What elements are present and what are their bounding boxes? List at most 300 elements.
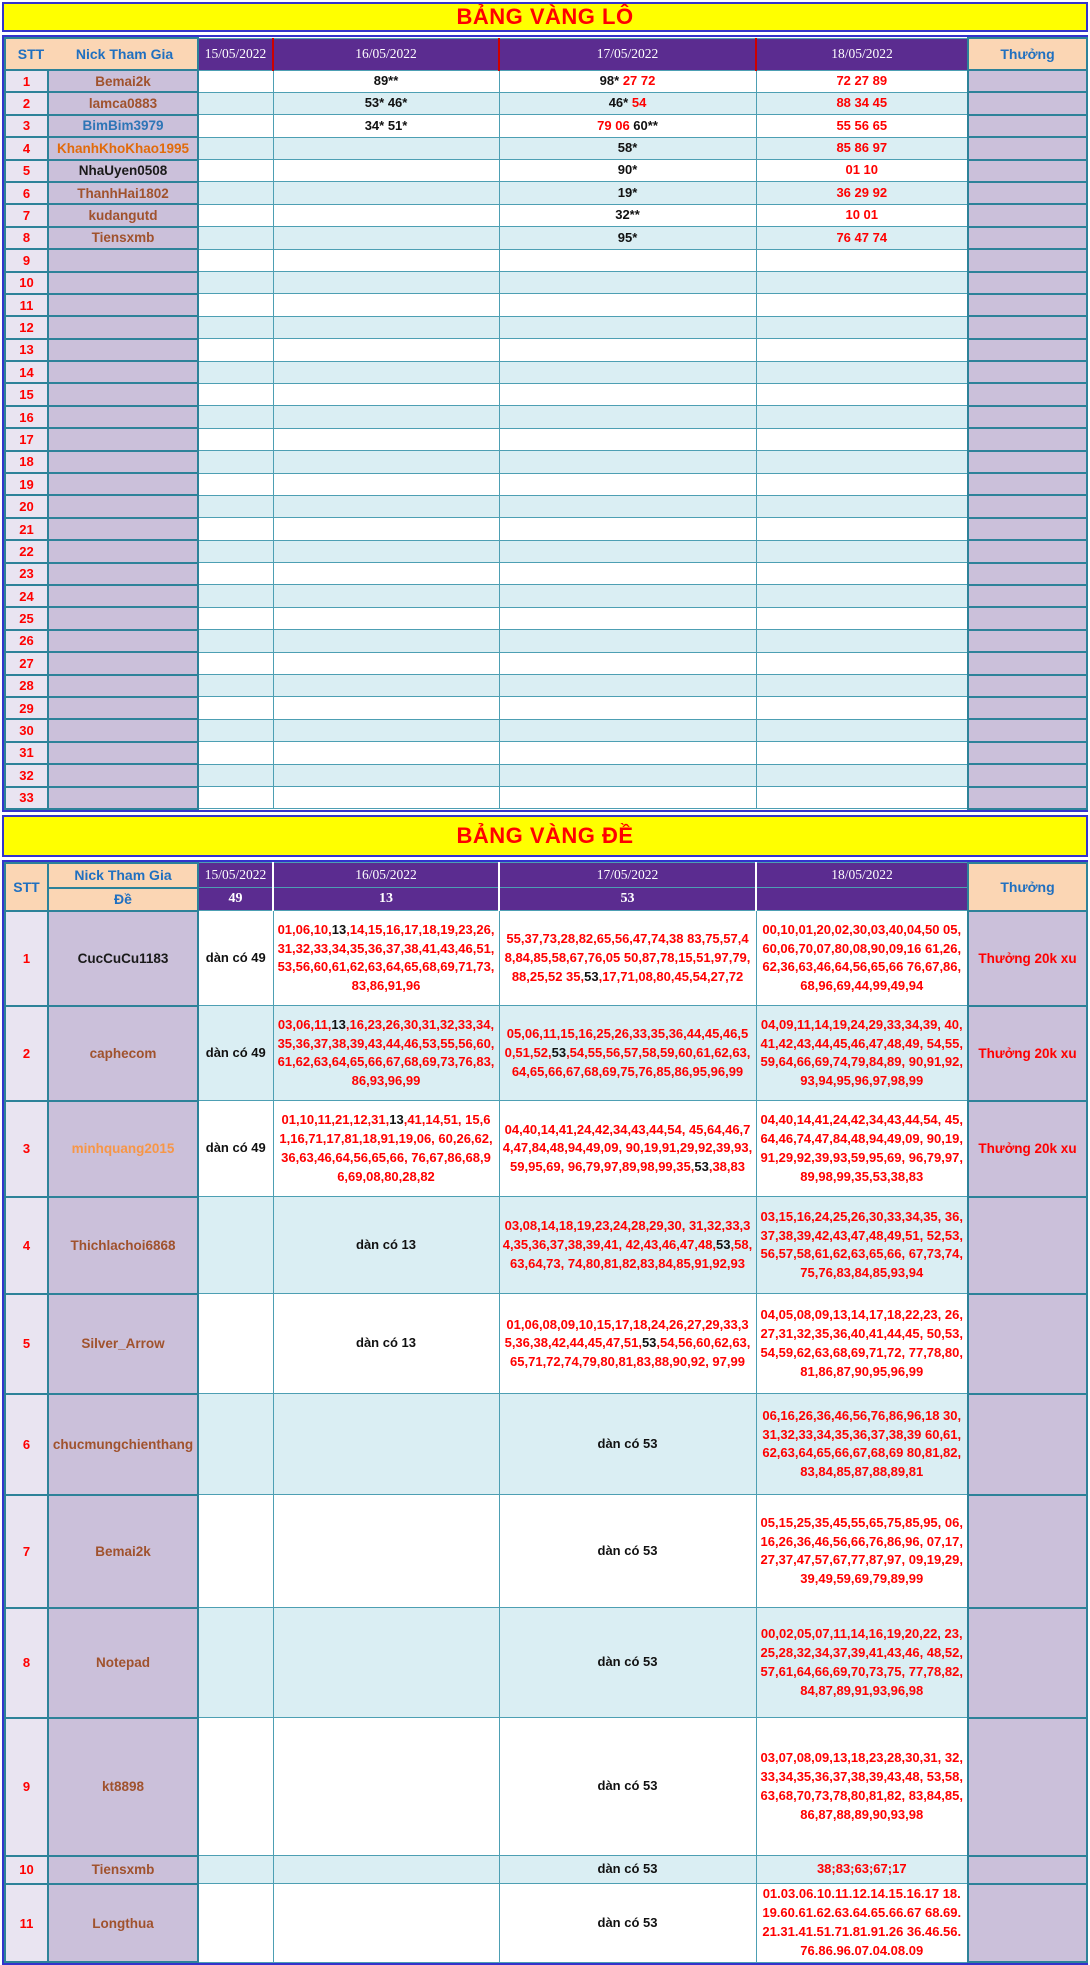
date-cell-15 — [198, 540, 273, 562]
lo-header-stt: STT — [17, 46, 45, 62]
number-run: 01 10 — [845, 162, 879, 178]
number-run: 55 56 65 — [836, 117, 888, 133]
date-cell-15 — [198, 787, 273, 809]
table-row — [5, 764, 1087, 786]
date-cell-17 — [499, 652, 756, 674]
number-run: 01.03.06.10.11.12.14.15.16.17 18.19.60.61.62.63.64.65.66.67 68.69.21.31.41.51.71.81.91.26 36.46.56.76.86.96.07.04.08.09 — [762, 1886, 962, 1958]
table-row — [5, 339, 1087, 361]
date-cell-18 — [756, 272, 968, 294]
date-cell-17 — [499, 272, 756, 294]
table-row — [5, 1718, 1087, 1856]
stt-cell: 2 — [5, 92, 48, 114]
stt-cell: 6 — [5, 1394, 48, 1495]
number-run: 06,16,26,36,46,56,76,86,96,18 30,31,32,33,34,35,36,37,38,39 60,61,62,63,64,65,66,67,68,69 80,81,82,83,84,85,87,88,89,81 — [762, 1407, 962, 1480]
lo-header-date-15: 15/05/2022 — [198, 38, 273, 70]
date-cell-18 — [756, 339, 968, 361]
stt-cell: 3 — [5, 115, 48, 137]
de-header-row-dates — [5, 863, 1087, 888]
de-header-date-17: 17/05/2022 — [499, 863, 756, 888]
date-cell-18 — [756, 1884, 968, 1962]
table-row — [5, 473, 1087, 495]
nick-cell — [48, 294, 198, 316]
stt-cell: 9 — [5, 1718, 48, 1856]
date-cell-15 — [198, 451, 273, 473]
number-run: ,54,56,60,62,63,65,71,72,74,79,80,81,83,88,90,92, 97,99 — [510, 1335, 751, 1370]
nick-cell — [48, 339, 198, 361]
date-cell-17: dàn có 53 — [499, 1394, 756, 1495]
date-cell-17 — [499, 911, 756, 1006]
date-cell-18 — [756, 787, 968, 809]
date-cell-17 — [499, 1197, 756, 1294]
reward-cell — [968, 607, 1087, 629]
date-cell-17: 90* — [499, 160, 756, 182]
reward-cell — [968, 1294, 1087, 1394]
date-cell-18 — [756, 1608, 968, 1718]
date-cell-15: dàn có 49 — [198, 1006, 273, 1101]
de-header-row-results — [5, 888, 1087, 911]
hit-number: 53 — [641, 1335, 657, 1351]
reward-cell — [968, 182, 1087, 204]
table-row — [5, 1394, 1087, 1495]
nick-cell: Silver_Arrow — [48, 1294, 198, 1394]
date-cell-17 — [499, 1006, 756, 1101]
number-run: 04,40,14,41,24,42,34,43,44,54, 45,64,46,74,47,84,48,94,49,09, 90,19,91,29,92,39,93,59,95,69, 96,79,97,89,98,99,35,53,38,83 — [760, 1112, 963, 1184]
stt-cell: 20 — [5, 495, 48, 517]
reward-cell — [968, 339, 1087, 361]
date-cell-16: dàn có 13 — [273, 1197, 499, 1294]
nick-cell — [48, 518, 198, 540]
date-cell-18 — [756, 540, 968, 562]
date-cell-18 — [756, 115, 968, 137]
de-result-15: 49 — [198, 888, 273, 911]
date-cell-17: 32** — [499, 204, 756, 226]
date-cell-16 — [273, 361, 499, 383]
date-cell-17: 58* — [499, 137, 756, 159]
nick-cell — [48, 451, 198, 473]
reward-cell — [968, 563, 1087, 585]
de-header-de-label: Đề — [48, 888, 198, 911]
date-cell-17 — [499, 115, 756, 137]
date-cell-18 — [756, 697, 968, 719]
stt-cell: 10 — [5, 272, 48, 294]
date-cell-16 — [273, 428, 499, 450]
number-run: 04,09,11,14,19,24,29,33,34,39, 40,41,42,43,44,45,46,47,48,49, 54,55,59,64,66,69,74,79,84,89, 90,91,92,93,94,95,96,97,98,99 — [760, 1016, 963, 1089]
bang-vang-lo-title: BẢNG VÀNG LÔ — [2, 2, 1088, 32]
hit-number: 13 — [331, 1016, 346, 1032]
date-cell-18 — [756, 495, 968, 517]
stt-cell: 3 — [5, 1101, 48, 1197]
date-cell-16 — [273, 764, 499, 786]
date-cell-15 — [198, 1608, 273, 1718]
date-cell-16 — [273, 1884, 499, 1962]
stt-cell: 27 — [5, 652, 48, 674]
stt-cell: 5 — [5, 1294, 48, 1394]
date-cell-15 — [198, 742, 273, 764]
date-cell-18 — [756, 585, 968, 607]
number-run: 01,06,08,09,10,15,17,18,24,26,27,29,33,35,36,38,42,44,45,47,51, — [504, 1316, 749, 1351]
date-cell-16 — [273, 719, 499, 741]
date-cell-18 — [756, 92, 968, 114]
date-cell-15 — [198, 495, 273, 517]
number-run: 05,06,11,15,16,25,26,33,35,36,44,45,46,50,51,52, — [504, 1026, 749, 1060]
date-cell-18 — [756, 1101, 968, 1197]
lo-table-body — [5, 70, 1087, 809]
nick-cell: CucCuCu1183 — [48, 911, 198, 1006]
date-cell-17 — [499, 406, 756, 428]
number-run: 76 47 74 — [836, 229, 888, 245]
date-cell-16 — [273, 160, 499, 182]
date-cell-17: dàn có 53 — [499, 1495, 756, 1608]
reward-cell — [968, 316, 1087, 338]
date-cell-17: dàn có 53 — [499, 1884, 756, 1962]
nick-cell: lamca0883 — [48, 92, 198, 114]
date-cell-18 — [756, 204, 968, 226]
date-cell-16 — [273, 383, 499, 405]
date-cell-18 — [756, 227, 968, 249]
nick-cell — [48, 428, 198, 450]
number-run: 79 06 — [597, 117, 634, 133]
date-cell-18 — [756, 294, 968, 316]
reward-cell — [968, 1884, 1087, 1962]
nick-cell — [48, 249, 198, 271]
hit-number: 53 — [716, 1236, 731, 1252]
date-cell-16 — [273, 182, 499, 204]
reward-cell — [968, 204, 1087, 226]
date-cell-18 — [756, 630, 968, 652]
reward-cell — [968, 675, 1087, 697]
date-cell-17 — [499, 92, 756, 114]
de-header-date-16: 16/05/2022 — [273, 863, 499, 888]
table-row — [5, 585, 1087, 607]
table-row — [5, 428, 1087, 450]
date-cell-16 — [273, 339, 499, 361]
reward-cell: Thưởng 20k xu — [968, 911, 1087, 1006]
date-cell-17 — [499, 764, 756, 786]
reward-cell — [968, 451, 1087, 473]
date-cell-15 — [198, 652, 273, 674]
date-cell-18 — [756, 451, 968, 473]
date-cell-16 — [273, 272, 499, 294]
reward-cell — [968, 1495, 1087, 1608]
nick-cell — [48, 787, 198, 809]
reward-cell — [968, 742, 1087, 764]
date-cell-16 — [273, 495, 499, 517]
number-run: ,17,71,08,80,45,54,27,72 — [598, 968, 744, 984]
stt-cell: 1 — [5, 911, 48, 1006]
date-cell-15 — [198, 339, 273, 361]
stt-cell: 10 — [5, 1856, 48, 1884]
date-cell-17 — [499, 518, 756, 540]
date-cell-18 — [756, 607, 968, 629]
de-header-date-18: 18/05/2022 — [756, 863, 968, 888]
number-run: 27 72 — [622, 72, 656, 88]
nick-cell — [48, 764, 198, 786]
date-cell-17 — [499, 540, 756, 562]
hit-number: 46* — [608, 95, 632, 111]
stt-cell: 14 — [5, 361, 48, 383]
date-cell-18 — [756, 383, 968, 405]
date-cell-17 — [499, 675, 756, 697]
date-cell-18 — [756, 675, 968, 697]
table-row — [5, 204, 1087, 226]
date-cell-17 — [499, 249, 756, 271]
date-cell-15 — [198, 316, 273, 338]
table-row — [5, 361, 1087, 383]
table-row — [5, 1006, 1087, 1101]
table-row — [5, 630, 1087, 652]
table-row — [5, 1294, 1087, 1394]
date-cell-16 — [273, 473, 499, 495]
stt-cell: 33 — [5, 787, 48, 809]
table-row — [5, 540, 1087, 562]
date-cell-17 — [499, 787, 756, 809]
date-cell-17 — [499, 361, 756, 383]
number-run: 01,10,11,21,12,31, — [281, 1112, 390, 1128]
table-row — [5, 316, 1087, 338]
date-cell-15 — [198, 1856, 273, 1884]
nick-cell — [48, 630, 198, 652]
date-cell-16 — [273, 1495, 499, 1608]
number-run: 04,40,14,41,24,42,34,43,44,54, 45,64,46,74,47,84,48,94,49,09, 90,19,91,29,92,39,93,59,95,69, 96,79,97,89,98,99,35, — [502, 1121, 753, 1175]
reward-cell — [968, 652, 1087, 674]
date-cell-16 — [273, 518, 499, 540]
date-cell-16 — [273, 316, 499, 338]
date-cell-18 — [756, 764, 968, 786]
reward-cell — [968, 764, 1087, 786]
date-cell-15 — [198, 563, 273, 585]
reward-cell — [968, 719, 1087, 741]
nick-cell: Bemai2k — [48, 70, 198, 92]
date-cell-16 — [273, 1856, 499, 1884]
nick-cell: Tiensxmb — [48, 1856, 198, 1884]
date-cell-18 — [756, 563, 968, 585]
reward-cell — [968, 428, 1087, 450]
page — [2, 2, 1088, 1965]
date-cell-16: 53* 46* — [273, 92, 499, 114]
date-cell-17 — [499, 697, 756, 719]
date-cell-15 — [198, 92, 273, 114]
date-cell-17 — [499, 563, 756, 585]
table-row — [5, 495, 1087, 517]
date-cell-16 — [273, 204, 499, 226]
date-cell-18 — [756, 742, 968, 764]
date-cell-16 — [273, 406, 499, 428]
table-row — [5, 518, 1087, 540]
date-cell-15 — [198, 1718, 273, 1856]
nick-cell: KhanhKhoKhao1995 — [48, 137, 198, 159]
number-run: 88 34 45 — [836, 95, 888, 111]
bang-vang-lo-table — [4, 37, 1088, 810]
nick-cell — [48, 719, 198, 741]
hit-number: 13 — [389, 1112, 404, 1128]
date-cell-18 — [756, 518, 968, 540]
date-cell-15 — [198, 630, 273, 652]
stt-cell: 7 — [5, 204, 48, 226]
date-cell-15 — [198, 115, 273, 137]
de-result-16: 13 — [273, 888, 499, 911]
reward-cell — [968, 383, 1087, 405]
de-result-17: 53 — [499, 888, 756, 911]
date-cell-15 — [198, 675, 273, 697]
number-run: ,58,63,64,73, 74,80,81,82,83,84,85,91,92,93 — [510, 1236, 753, 1271]
date-cell-18 — [756, 406, 968, 428]
date-cell-17 — [499, 428, 756, 450]
date-cell-15 — [198, 428, 273, 450]
stt-cell: 18 — [5, 451, 48, 473]
de-header-nick: Nick Tham Gia — [48, 863, 198, 888]
stt-cell: 9 — [5, 249, 48, 271]
reward-cell — [968, 473, 1087, 495]
stt-cell: 16 — [5, 406, 48, 428]
table-row — [5, 1495, 1087, 1608]
stt-cell: 17 — [5, 428, 48, 450]
stt-cell: 15 — [5, 383, 48, 405]
table-row — [5, 1197, 1087, 1294]
reward-cell — [968, 540, 1087, 562]
nick-cell — [48, 742, 198, 764]
date-cell-17 — [499, 1101, 756, 1197]
date-cell-15 — [198, 361, 273, 383]
lo-header-date-16: 16/05/2022 — [273, 38, 499, 70]
date-cell-16 — [273, 451, 499, 473]
date-cell-18 — [756, 911, 968, 1006]
date-cell-18 — [756, 719, 968, 741]
table-row — [5, 115, 1087, 137]
date-cell-15 — [198, 294, 273, 316]
stt-cell: 24 — [5, 585, 48, 607]
date-cell-16: 34* 51* — [273, 115, 499, 137]
date-cell-17: dàn có 53 — [499, 1856, 756, 1884]
stt-cell: 25 — [5, 607, 48, 629]
date-cell-15 — [198, 1197, 273, 1294]
table-row — [5, 719, 1087, 741]
hit-number: 53 — [584, 968, 599, 984]
nick-cell — [48, 675, 198, 697]
date-cell-17 — [499, 316, 756, 338]
reward-cell — [968, 70, 1087, 92]
stt-cell: 19 — [5, 473, 48, 495]
date-cell-18 — [756, 1197, 968, 1294]
date-cell-16 — [273, 697, 499, 719]
date-cell-18 — [756, 428, 968, 450]
reward-cell — [968, 518, 1087, 540]
reward-cell — [968, 1197, 1087, 1294]
table-row — [5, 787, 1087, 809]
number-run: 10 01 — [845, 207, 879, 223]
number-run: ,14,15,16,17,18,19,23,26,31,32,33,34,35,36,37,38,41,43,46,51,53,56,60,61,62,63,64,65,68,69,71,73,83,86,91,96 — [277, 921, 495, 994]
date-cell-15 — [198, 1394, 273, 1495]
reward-cell — [968, 160, 1087, 182]
nick-cell — [48, 473, 198, 495]
stt-cell: 30 — [5, 719, 48, 741]
table-row — [5, 697, 1087, 719]
table-row — [5, 70, 1087, 92]
table-row — [5, 383, 1087, 405]
reward-cell — [968, 406, 1087, 428]
date-cell-15 — [198, 585, 273, 607]
date-cell-17 — [499, 339, 756, 361]
lo-header-row — [5, 38, 1087, 70]
date-cell-16 — [273, 1608, 499, 1718]
date-cell-17: 95* — [499, 227, 756, 249]
table-row — [5, 1884, 1087, 1962]
stt-cell: 13 — [5, 339, 48, 361]
nick-cell — [48, 585, 198, 607]
nick-cell: Longthua — [48, 1884, 198, 1962]
date-cell-15 — [198, 719, 273, 741]
table-row — [5, 1101, 1087, 1197]
date-cell-16 — [273, 294, 499, 316]
date-cell-18 — [756, 473, 968, 495]
nick-cell — [48, 406, 198, 428]
nick-cell — [48, 316, 198, 338]
number-run: 54 — [631, 95, 647, 111]
lo-header-date-18: 18/05/2022 — [756, 38, 968, 70]
nick-cell — [48, 495, 198, 517]
date-cell-15 — [198, 272, 273, 294]
stt-cell: 21 — [5, 518, 48, 540]
date-cell-15 — [198, 1294, 273, 1394]
nick-cell: Tiensxmb — [48, 227, 198, 249]
number-run: 03,06,11, — [277, 1016, 332, 1032]
date-cell-15 — [198, 518, 273, 540]
nick-cell: Thichlachoi6868 — [48, 1197, 198, 1294]
stt-cell: 31 — [5, 742, 48, 764]
date-cell-17 — [499, 473, 756, 495]
nick-cell: kt8898 — [48, 1718, 198, 1856]
table-row — [5, 137, 1087, 159]
date-cell-15 — [198, 383, 273, 405]
number-run: 03,07,08,09,13,18,23,28,30,31, 32,33,34,35,36,37,38,39,43,48, 53,58,63,68,70,73,78,80,81,82, 83,84,85,86,87,88,89,90,93,98 — [760, 1750, 963, 1822]
stt-cell: 12 — [5, 316, 48, 338]
de-table-body — [5, 911, 1087, 1962]
date-cell-15 — [198, 1884, 273, 1962]
lo-header-reward: Thưởng — [968, 38, 1087, 70]
lo-header-nick: Nick Tham Gia — [75, 46, 174, 62]
reward-cell — [968, 630, 1087, 652]
date-cell-15 — [198, 1495, 273, 1608]
stt-cell: 23 — [5, 563, 48, 585]
nick-cell: chucmungchienthang — [48, 1394, 198, 1495]
de-header-reward: Thưởng — [968, 863, 1087, 911]
date-cell-15 — [198, 160, 273, 182]
date-cell-15 — [198, 182, 273, 204]
table-row — [5, 675, 1087, 697]
date-cell-16 — [273, 1101, 499, 1197]
date-cell-16 — [273, 585, 499, 607]
number-run: 04,05,08,09,13,14,17,18,22,23, 26,27,31,32,35,36,40,41,44,45, 50,53,54,59,62,63,68,69,71,72, 77,78,80,81,86,87,90,95,96,99 — [760, 1307, 963, 1379]
reward-cell — [968, 495, 1087, 517]
hit-number: 53 — [551, 1044, 567, 1060]
table-row — [5, 272, 1087, 294]
reward-cell — [968, 697, 1087, 719]
stt-cell: 29 — [5, 697, 48, 719]
date-cell-15: dàn có 49 — [198, 1101, 273, 1197]
date-cell-18 — [756, 652, 968, 674]
date-cell-16 — [273, 787, 499, 809]
nick-cell — [48, 607, 198, 629]
table-row — [5, 182, 1087, 204]
nick-cell — [48, 272, 198, 294]
date-cell-17: dàn có 53 — [499, 1608, 756, 1718]
de-result-18 — [756, 888, 968, 911]
reward-cell — [968, 249, 1087, 271]
table-row — [5, 249, 1087, 271]
reward-cell — [968, 1394, 1087, 1495]
number-run: 05,15,25,35,45,55,65,75,85,95, 06,16,26,36,46,56,66,76,86,96, 07,17,27,37,47,57,67,77,87,97, 09,19,29,39,49,59,69,79,89,99 — [760, 1514, 963, 1587]
bang-vang-de-title: BẢNG VÀNG ĐỀ — [2, 815, 1088, 857]
number-run: 03,15,16,24,25,26,30,33,34,35, 36,37,38,39,42,43,47,48,49,51, 52,53,56,57,58,61,62,63,65,66, 67,73,74,75,76,83,84,85,93,94 — [760, 1208, 963, 1281]
